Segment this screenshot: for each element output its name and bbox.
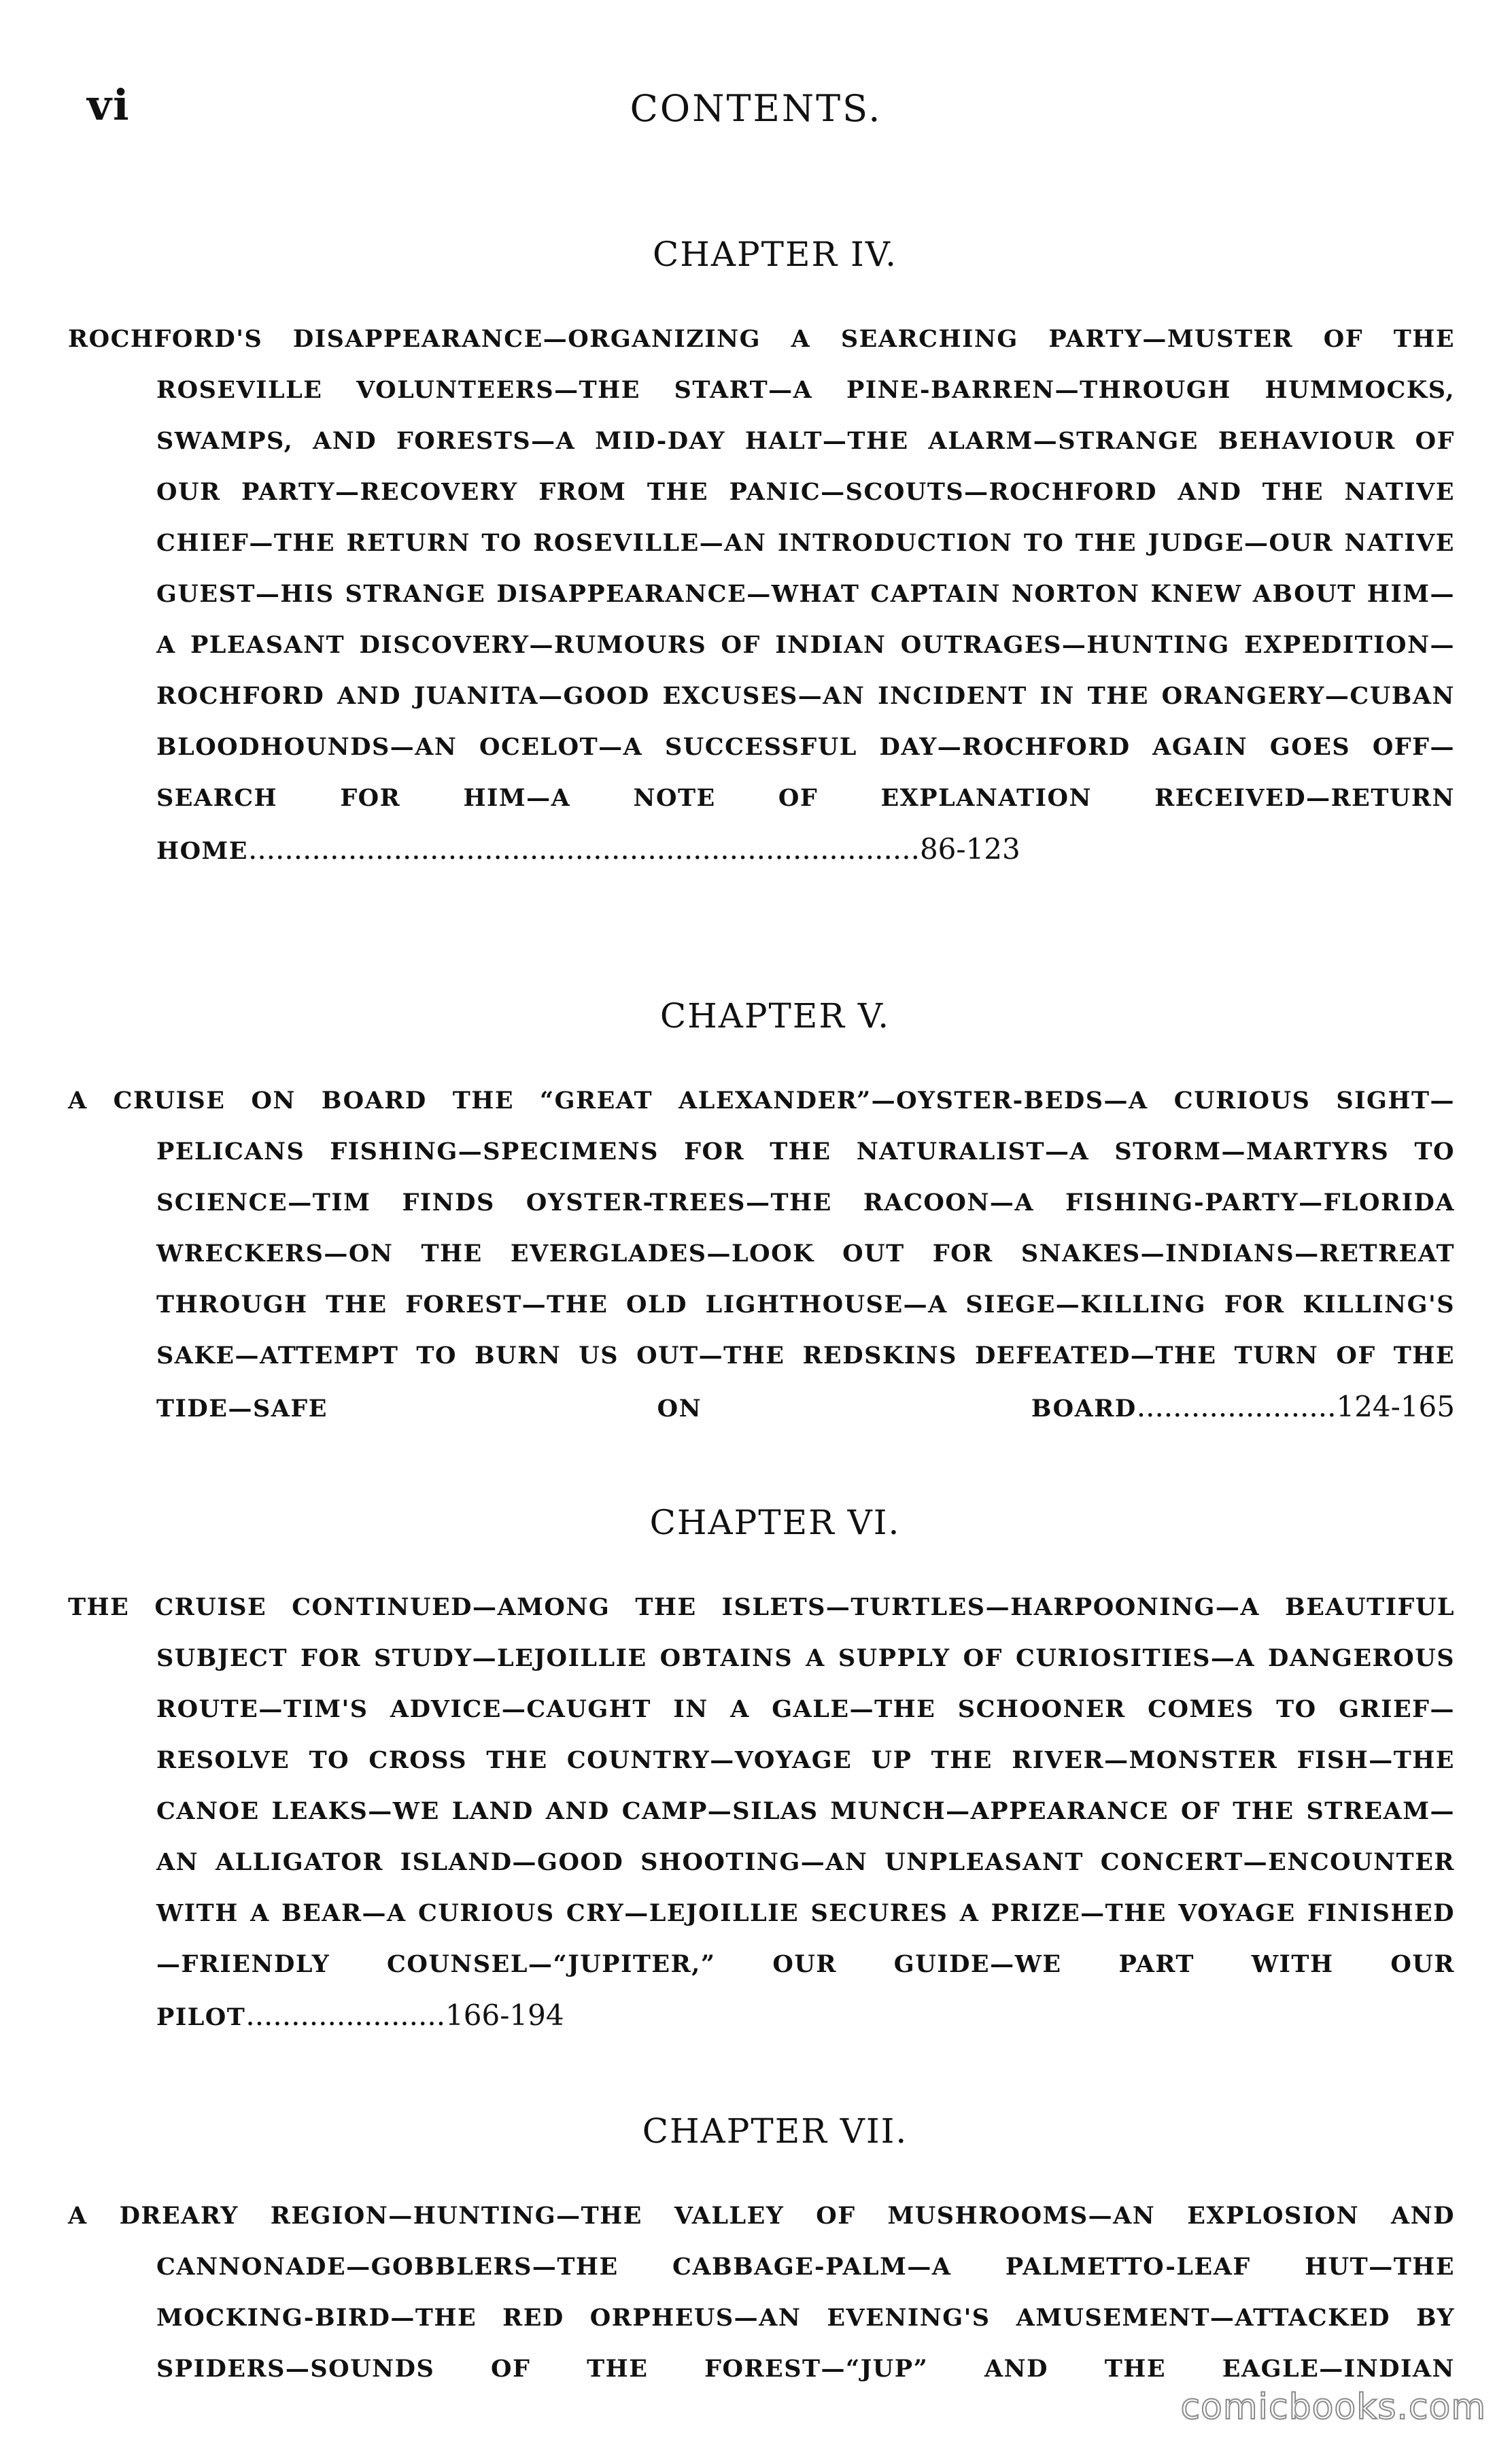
chapter-summary [68, 1075, 1455, 1434]
chapter-summary [68, 1582, 1455, 2043]
page-range: 124-165 [1336, 1390, 1455, 1423]
running-head: CONTENTS. [630, 87, 882, 130]
dot-leader: ...................... [245, 1999, 446, 2032]
dot-leader: ...................... [1136, 1390, 1337, 1423]
chapter-vii [68, 2111, 1455, 2394]
chapter-title: CHAPTER VI. [649, 1503, 901, 1542]
summary-text: A DREARY REGION—HUNTING—THE VALLEY OF MUSHROOMS—AN EXPLOSION AND CANNONADE—GOBBLERS—THE CABBAGE-PALM—A PALMETTO-LEAF HUT—THE MOCKING-BIRD—THE RED ORPHEUS—AN EVENING'S AMUSEMENT—ATTACKED BY SPIDERS—SOUNDS OF THE FOREST—“JUP” AND THE EAGLE—INDIAN [68, 2202, 1455, 2383]
watermark: comicbooks.com [1180, 2387, 1486, 2428]
chapter-title: CHAPTER VII. [642, 2111, 908, 2151]
chapter-summary [68, 313, 1455, 877]
chapter-summary [68, 2190, 1455, 2394]
dot-leader: .......................................................................... [247, 832, 920, 866]
summary-text: THE CRUISE CONTINUED—AMONG THE ISLETS—TURTLES—HARPOONING—A BEAUTIFUL SUBJECT FOR STUDY—LEJOILLIE OBTAINS A SUPPLY OF CURIOSITIES—A DANGEROUS ROUTE—TIM'S ADVICE—CAUGHT IN A GALE—THE SCHOONER COMES TO GRIEF—RESOLVE TO CROSS THE COUNTRY—VOYAGE UP THE RIVER—MONSTER FISH—THE CANOE LEAKS—WE LAND AND CAMP—SILAS MUNCH—APPEARANCE OF THE STREAM—AN ALLIGATOR ISLAND—GOOD SHOOTING—AN UNPLEASANT CONCERT—ENCOUNTER WITH A BEAR—A CURIOUS CRY—LEJOILLIE SECURES A PRIZE—THE VOYAGE FINISHED—FRIENDLY COUNSEL—“JUPITER,” OUR GUIDE—WE PART WITH OUR PILOT [68, 1593, 1455, 2031]
page-number: vi [87, 80, 131, 130]
chapter-iv [68, 235, 1455, 877]
chapter-vi [68, 1503, 1455, 2043]
page-range: 86-123 [919, 832, 1020, 866]
summary-text: ROCHFORD'S DISAPPEARANCE—ORGANIZING A SEARCHING PARTY—MUSTER OF THE ROSEVILLE VOLUNTEERS—THE START—A PINE-BARREN—THROUGH HUMMOCKS, SWAMPS, AND FORESTS—A MID-DAY HALT—THE ALARM—STRANGE BEHAVIOUR OF OUR PARTY—RECOVERY FROM THE PANIC—SCOUTS—ROCHFORD AND THE NATIVE CHIEF—THE RETURN TO ROSEVILLE—AN INTRODUCTION TO THE JUDGE—OUR NATIVE GUEST—HIS STRANGE DISAPPEARANCE—WHAT CAPTAIN NORTON KNEW ABOUT HIM—A PLEASANT DISCOVERY—RUMOURS OF INDIAN OUTRAGES—HUNTING EXPEDITION—ROCHFORD AND JUANITA—GOOD EXCUSES—AN INCIDENT IN THE ORANGERY—CUBAN BLOODHOUNDS—AN OCELOT—A SUCCESSFUL DAY—ROCHFORD AGAIN GOES OFF—SEARCH FOR HIM—A NOTE OF EXPLANATION RECEIVED—RETURN HOME [68, 325, 1455, 865]
chapter-title: CHAPTER V. [659, 996, 891, 1036]
chapter-v [68, 996, 1455, 1434]
chapter-title: CHAPTER IV. [652, 235, 897, 274]
page-range: 166-194 [445, 1999, 564, 2032]
summary-text: A CRUISE ON BOARD THE “GREAT ALEXANDER”—OYSTER-BEDS—A CURIOUS SIGHT—PELICANS FISHING—SPECIMENS FOR THE NATURALIST—A STORM—MARTYRS TO SCIENCE—TIM FINDS OYSTER-TREES—THE RACOON—A FISHING-PARTY—FLORIDA WRECKERS—ON THE EVERGLADES—LOOK OUT FOR SNAKES—INDIANS—RETREAT THROUGH THE FOREST—THE OLD LIGHTHOUSE—A SIEGE—KILLING FOR KILLING'S SAKE—ATTEMPT TO BURN US OUT—THE REDSKINS DEFEATED—THE TURN OF THE TIDE—SAFE ON BOARD [68, 1087, 1455, 1423]
